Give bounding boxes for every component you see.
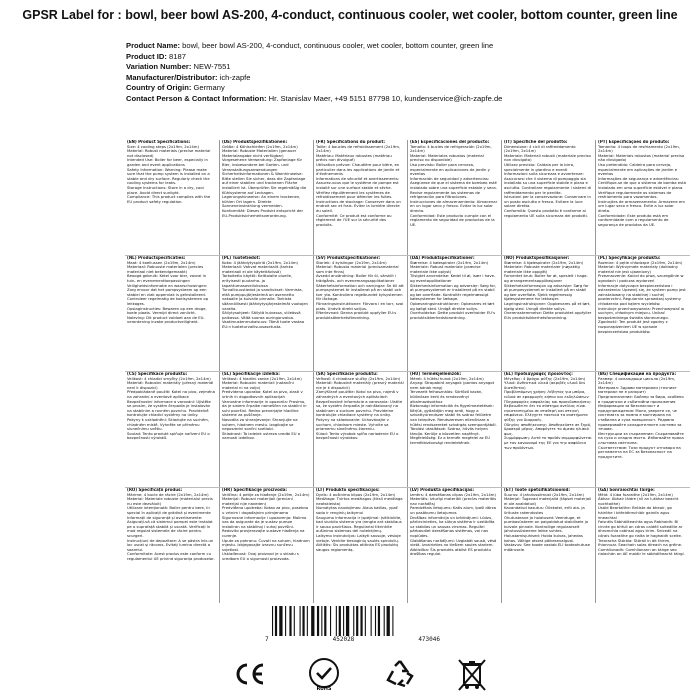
barcode-bar	[275, 606, 277, 636]
language-body: Tamaño: 4 bucles de refrigeración (2x19m, 2x14m) Material: Materiales robustos (material preciso no disponible) Uso previsto: Boiler para cerveza, especialmente en aplicaciones de jardín y eventos Información de seguridad y advertencias: Asegúrese de que el sistema de bombeo esté instalado sobre una superficie estable y seca. Revise regularmente los sistemas de refrigeración para filtraciones. Instrucciones de almacenamiento: Almacenar en un lugar seco y fresco. Evitar la luz solar directa. Conformidad: Este producto cumple con el reglamento de seguridad de productos de la UE.	[410, 143, 498, 227]
language-body: Size: 4 cooling steps (2x19m, 2x14m) Material: Robust materials (precise material not disclosed) Intended Use: Boiler for beer, especially in garden and event applications Safety Information: Warning: Please make sure that the pump system is installed on a stable and dry surface. Regularly check the cooling systems for leaks. Storage Instructions: Store in a dry, cool place. Avoid direct sunlight. Compliance: This product complies with the EU product safety regulation.	[127, 143, 211, 204]
language-heading: (NO) Produktspesifikasjoner:	[504, 256, 570, 260]
info-value: Germany	[193, 83, 225, 92]
language-body: Suurus: 4 jahutussilmust (2x19m, 2x14m) Materjal: Tugevad materjalid (täpset materjali ei ole avaldatud) Kavandatud kasutus: Õllekatel, eriti aia- ja ürituste rakendustes Ohutusteave ja hoiatused: Veenduge, et pumbasüsteem on paigaldatud stabiilsele ja kuivale pinnale. Kontrollige regulaarselt jahutussüsteeme lekke suhtes. Hoiustamisjuhised: Hoida kuivas, jahedas kohas. Vältige otsest päikesevalgust. Vastavus: See toode vastab ELi tooteohutuse määrusele.	[504, 491, 592, 552]
language-block	[219, 372, 313, 487]
language-block	[407, 372, 501, 487]
barcode-bar	[324, 606, 326, 636]
barcode-bar	[294, 606, 295, 636]
language-body: Méret: 4 hűtési hurok (2x19m, 2x14m) Anyag: Strapabíró anyagok (pontos anyagot nem adnak meg) Tervezett felhasználás: Sörfőző kazán, különösen kerti és rendezvényi alkalmazásokhoz Biztonsági információk és figyelmeztetések: Kérjük, győződjön meg arról, hogy a szivattyúrendszer stabil és száraz felületre van telepítve. Rendszeresen ellenőrizze a hűtési rendszereket szivárgás szempontjából. Tárolási utasítások: Száraz, hűvös helyen tárolja. Kerülje a közvetlen napfényt. Megfelelőség: Ez a termék megfelel az EU termékbiztonsági rendeletének.	[410, 375, 497, 445]
language-block	[595, 256, 689, 371]
barcode-bar	[317, 606, 319, 636]
language-block	[407, 488, 501, 603]
info-label: Country of Origin:	[126, 83, 192, 92]
language-row	[125, 371, 690, 487]
language-heading: (NL) Productspecificaties:	[127, 256, 186, 260]
language-heading: (FR) Spécifications du produit:	[316, 140, 386, 144]
language-body: Dimensione: 4 cicli di raffreddamento (2x19m, 2x14m) Materiale: Materiali robusti (materiale preciso non divulgato) Utilizzo previsto: Caldaia per la birra, specialmente in giardino e eventi Informazioni sulla sicurezza e avvertenze: Assicurarsi che il sistema di pompaggio sia installato su una superficie stabile e piana e asciutta. Controllare regolarmente i sistemi di raffreddamento per le perdite. Istruzioni per la conservazione: Conservare in un posto asciutto e fresco. Evitare la luce solare diretta. Conformità: Questo prodotto è conforme al regolamento UE sulla sicurezza dei prodotti.	[504, 143, 592, 218]
language-heading: (LV) Produkta specifikācijas:	[410, 488, 474, 492]
barcode-bar	[285, 606, 286, 636]
recycle-icon	[383, 656, 417, 692]
language-block	[407, 256, 501, 371]
language-heading: (RO) Specificații produs:	[127, 488, 183, 492]
language-body: Méid: 4 lúba fuaraithe (2x19m, 2x14m) Ábhar: Ábhair láidre (níl an t-ábhar beacht nochtaithe) Úsáid Beartaithe: Bróiste do bheoir, go háirithe i bhfeidhmchláir gairdín agus imeachtaí Faisnéis Sábháilteachta agus Rabhaidh: Bí cinnte go bhfuil an córas caidéil suiteáilte ar dhromchla cobhsaí agus tirim. Seiceáil na córais fuaraithe go rialta le haghaidh sceite. Treoracha Stórála: Stóráil in áit thirim, fhionnuar. Seachain solas díreach na gréine. Comhlíonadh: Comhlíonann an táirge seo rialachán an AE maidir le sábháilteacht táirgí.	[598, 491, 685, 557]
info-label: Product Name:	[126, 41, 181, 50]
language-block	[407, 140, 501, 255]
language-block	[501, 488, 595, 603]
language-heading: (DE) Produktspezifikationen:	[222, 140, 288, 144]
language-block	[501, 256, 595, 371]
info-value: bowl, beer bowl AS-200, 4-conduct, continuous cooler, wet cooler, bottom counter, green line	[182, 41, 494, 50]
language-heading: (PL) Tuotetiedot:	[222, 256, 261, 260]
language-block	[219, 256, 313, 371]
language-block	[595, 488, 689, 603]
language-heading: (IT) Specifiche del prodotto:	[504, 140, 568, 144]
language-block	[501, 372, 595, 487]
barcode-bar	[365, 606, 366, 636]
language-body: Tamanho: 4 loops de resfriamento (2x19m, 2x14m) Material: Materiais robustos (material preciso não divulgado) Uso pretendido: Caldeira para cerveja, especialmente em aplicações de jardim e eventos Informações de segurança e advertências: Certifique-se de que o sistema de bomba está instalado em uma superfície estável e plana. Verifique regularmente os sistemas de resfriamento para vazamentos. Instruções de armazenamento: Armazene em um lugar seco e fresco. Evite a luz solar direta. Conformidade: Este produto está em conformidade com o regulamento de segurança de produtos da UE.	[598, 143, 686, 227]
language-heading: (SK) Špecifikácie produktu:	[316, 372, 378, 376]
language-body: Rozmiar: 4 pętle chłodzące (2x19m, 2x14m) Materiał: Wytrzymałe materiały (dokładny materiał nie jest ujawniony) Przeznaczenie: Kocioł do piwa, szczególnie w ogrodach i podczas wydarzeń Informacje dotyczące bezpieczeństwa i ostrzeżenia: Upewnij się, że system pomp jest zainstalowany na stabilnej i suchej powierzchni. Regularnie sprawdzaj systemy chłodzenia pod kątem wycieków. Instrukcje przechowywania: Przechowywać w suchym, chłodnym miejscu. Unikać bezpośredniego światła słonecznego. Zgodność: Ten produkt jest zgodny z rozporządzeniem UE w sprawie bezpieczeństwa produktów.	[598, 259, 686, 334]
language-body: Storlek: 4 kylslingor (2x19m, 2x14m) Material: Robusta material (precisamaterial som inte finns) Avsedd användning: Boiler för öl, särskilt i trädgårds- och evenemangsapplikationer Säkerhetsinformation och varningar: Se till att pumpsystemet är installerat på en stabil och torr yta. Kontrollera regelbundet kylsystemen för läckage. Förvaringsinstruktioner: Förvara i en torr, sval plats. Undvik direkt solljus. Efterlevnad: Denna produkt uppfyller EU:s produktsäkerhetsförordning.	[316, 259, 404, 320]
ce-mark-icon	[232, 656, 266, 692]
language-heading: (DA) Produktspecifikationer:	[410, 256, 475, 260]
info-manufacturer	[126, 73, 686, 84]
language-block	[595, 140, 689, 255]
barcode-bar	[353, 606, 354, 636]
barcode-bar	[375, 606, 376, 636]
barcode-bar	[330, 606, 331, 636]
language-heading: (ES) Especificaciones del producto:	[410, 140, 490, 144]
info-product-name	[126, 41, 686, 52]
compliance-icons	[0, 650, 700, 700]
barcode-bar	[392, 606, 393, 636]
info-label: Manufacturer/Distributor:	[126, 72, 218, 82]
barcode-digit-group: 7	[265, 636, 269, 643]
language-body: Koko: 4 jäähdytyspiiriä (2x19m, 2x14m) Materiaali: Vahvat materiaalit (tarkka materiaali ei ole käytettävissä) Tarkoitettu käyttö: Keittolaite oluelle, erityisesti puutarha- ja tapahtumasovelluksissa Turvallisuustiedot ja varoitukset: Varmista, että pumppujärjestelmä on asennettu vakaalle ja kuivalle pinnalle. Tarkista säännöllisesti jäähdytysjärjestelmät vuotojen varalta. Säilytysohjeet: Säilytä kuivassa, viileässä paikassa. Vältä suoraa auringonvaloa. Vaatimustenmukaisuus: Tämä tuote vastaa EU:n tuoteturvallisuusasetusta.	[222, 259, 308, 329]
language-heading: (BG) Спецификации на продукта:	[598, 372, 677, 376]
language-block	[219, 140, 313, 255]
language-body: Dydis: 4 aušinimo kilpos (2x19m, 2x14m) Medžiaga: Tvirtos medžiagos (tiksli medžiaga neatskleista) Numatytas naudojimas: Alaus katilas, ypač sodo ir renginių taikymui Saugumo informacija ir įspėjimai: Įsitikinkite, kad siurblio sistema yra įrengta ant stabilaus ir sauso paviršiaus. Reguliariai tikrinkite aušinimo sistemas dėl nutekėjimų. Laikymo instrukcijos: Laikyti sausoje, vėsioje vietoje. Venkite tiesioginių saulės spindulių. Atitiktis: Šis produktas atitinka ES produktų saugos reglamentą.	[316, 491, 403, 552]
barcode-bar	[339, 606, 341, 636]
language-heading: (GA) Sonraíochtaí Táirge:	[598, 488, 655, 492]
language-heading: (CS) Specifikace produktu:	[127, 372, 188, 376]
barcode-bar	[300, 606, 301, 636]
language-heading: (LT) Produkto specifikacijos:	[316, 488, 380, 492]
barcode-bar	[356, 606, 358, 636]
barcode-bar	[387, 606, 390, 636]
language-heading: (EN) Product Specifications:	[127, 140, 191, 144]
language-block	[125, 488, 219, 603]
language-block	[595, 372, 689, 487]
svg-text:RoHS: RoHS	[316, 686, 332, 692]
page-title: GPSR Label for : bowl, beer bowl AS-200, 4-conduct, continuous cooler, wet cooler, bottom counter, green line	[22, 8, 678, 22]
language-heading: (PT) Especificações do produto:	[598, 140, 670, 144]
language-row	[125, 487, 690, 603]
language-body: Größe: 4 Kühlschleifen (2x19m, 2x14m) Material: Robuste Materialien (genauer Materialangabe nicht verfügbar) Vorgesehene Verwendung: Zapfanlage für Bier, insbesondere bei Garten- und Veranstaltungsanwendungen Sicherheitsinformationen & Warnhinweise: Bitte stellen Sie sicher, dass die Zapfanlage auf einer stabilen und trockenen Fläche installiert ist. Überprüfen Sie regelmäßig die Kühlsysteme auf Leckagen. Lagerungshinweise: An einem trockenen, kühlen Ort lagern. Direkte Sonneneinstrahlung vermeiden. Konformität: Dieses Produkt entspricht der EU-Produktsicherheitsverordnung.	[222, 143, 307, 218]
language-body: Veľkosť: 4 chladiace slučky (2x19m, 2x14m) Materiál: Robustné materiály (presný materiál nie je k dispozícii) Zamýšľané použitie: Kotol na pivo, najmä v záhradných a eventových aplikáciách Bezpečnostné informácie a varovania: Uistite sa, že systém čerpadla je nainštalovaný na stabilnom a suchom povrchu. Pravidelne kontrolujte chladiace systémy na úniky. Pokyny na skladovanie: Uchovávajte v suchom, chladnom mieste. Vyhnite sa priamemu slnečnému žiareniu. Súlad: Tento výrobok spĺňa nariadenie EÚ o bezpečnosti výrobkov.	[316, 375, 404, 441]
barcode-bar	[336, 606, 337, 636]
language-heading: (HR) Specifikacije proizvoda:	[222, 488, 288, 492]
language-body: Размер: 4 охлаждащи цикъла (2x19m, 2x14m) Материал: Здрави материали (точният материал не е разкрит) Предназначение: Бойлер за бира, особено в градински и събитийни приложения Информация за безопасност и предупреждения: Моля, уверете се, че системата за помпа е монтирана на стабилна и суха повърхност. Редовно проверявайте охладителните системи за течове. Инструкции за съхранение: Съхранявайте на сухо и хладно място. Избягвайте пряка слънчева светлина. Съответствие: Този продукт отговаря на регламента на ЕС за безопасност на продуктите.	[598, 375, 684, 459]
language-row	[125, 255, 690, 371]
language-block	[219, 488, 313, 603]
language-block	[125, 256, 219, 371]
barcode-digits	[265, 636, 440, 643]
barcode-bar	[307, 606, 308, 636]
barcode-bar	[384, 606, 385, 636]
language-body: Størrelse: 4 kølespiraler (2x19m, 2x14m) Materiale: Robust materiale (præcise materiale ikke oplyst) Tilsigtet anvendelse: Kedel til øl, især i have- og eventapplikationer Sikkerhedsinformation og advarsler: Sørg for, at pumpesystemet er installeret på en stabil og tør overflade. Kontrollér regelmæssigt kølesystemer for lækage. Opbevaringsinstruktioner: Opbevares et tørt og køligt sted. Undgå direkte sollys. Overholdelse: Dette produkt overholder EU's produktsikkerhedsforordning.	[410, 259, 497, 320]
language-block	[313, 256, 407, 371]
language-body: Velikost: 4 chladicí smyčky (2x19m, 2x14m) Materiál: Robustní materiály (přesný materiál není k dispozici) Předpokládané použití: Kotel na pivo, zejména na zahradní a eventové aplikace Bezpečnostní informace a varování: Ujistěte se prosím, že systém čerpadla je instalován na stabilním a rovném povrchu. Pravidelně kontrolujte chladicí systémy na úniky. Pokyny k uskladnění: Skladujte na suchém, chladném místě. Vyhněte se přímému slunečnímu světlu. Soulad: Tento produkt splňuje nařízení EU o bezpečnosti výrobků.	[127, 375, 215, 441]
language-block	[313, 488, 407, 603]
barcode	[270, 606, 435, 636]
barcode-digit-group: 473046	[418, 636, 440, 643]
info-product-id	[126, 52, 686, 63]
info-variation-number	[126, 62, 686, 73]
barcode-bar	[311, 606, 314, 636]
barcode-bar	[346, 606, 349, 636]
language-heading: (HU) Termékjellemzők:	[410, 372, 462, 376]
language-body: Veličina: 4 petlje za hlađenje (2x19m, 2x14m) Materijal: Robusni materijali (precizni materijal nije naveden) Predviđena upotreba: Kotao za pivo, posebno u vrtnim i događajnim primjenama Sigurnosne informacije i upozorenja: Molimo vas da osigurate da je sustav pumpe instaliran na stabilnoj i suhoj površini. Redovito provjeravajte sustave hlađenja na curenje. Upute za pohranu: Čuvati na suhom, hladnom mjestu. Izbjegavajte izravnu sunčevu svjetlost. Usklađenost: Ovaj proizvod je u skladu s uredbom EU o sigurnosti proizvoda.	[222, 491, 310, 561]
language-row	[125, 140, 690, 255]
weee-bin-icon	[455, 656, 489, 692]
language-grid	[125, 140, 690, 603]
rohs-icon	[307, 656, 341, 692]
language-body: Izmērs: 4 dzesēšanas cilpas (2x19m, 2x14m) Materiāls: Izturīgi materiāli (precīzs materiāls nav norādīts) Paredzētais lietojums: Katls alum, īpaši dārza un pasākumu lietojumos Drošības informācija un brīdinājumi: Lūdzu, pārliecinieties, ka sūkņa sistēma ir uzstādīta uz stabilas un sausas virsmas. Regulāri pārbaudiet dzesēšanas sistēmas, vai nav noplūdes. Glabāšanas norādījumi: Uzglabāt sausā, vēsā vietā. Izvairieties no tiešiem saules stariem. Atbilstība: Šis produkts atbilst ES produktu drošības regulai.	[410, 491, 497, 557]
barcode-bar	[279, 606, 282, 636]
barcode-bar	[289, 606, 291, 636]
language-heading: (SV) Produktspecifikationer:	[316, 256, 381, 260]
language-block	[125, 372, 219, 487]
language-block	[313, 372, 407, 487]
language-body: Størrelse: 4 kjølespiraler (2x19m, 2x14m) Materiale: Robuste materialer (nøyaktig materiale ikke oppgitt) Forventet bruk: Boiler for øl, spesielt i hage- og arrangementsapplikasjoner Sikkerhetsinformasjon og advarsler: Sørg for at pumpesystemet er installert på en stabil og tørr overflate. Sjekk regelmessig kjølesystemene for lekkasjer. Lagringsinstruksjoner: Oppbevares på et tørt, kjølig sted. Unngå direkte sollys. Overensstemmelse: Dette produktet oppfyller EUs produktsikkerhetsforordning.	[504, 259, 592, 320]
barcode-bar	[321, 606, 322, 636]
barcode-bar	[378, 606, 380, 636]
info-value: 8187	[169, 51, 186, 61]
language-block	[313, 140, 407, 255]
info-country	[126, 83, 686, 94]
barcode-bar	[302, 606, 304, 636]
language-body: Mărime: 4 bucle de răcire (2x19m, 2x14m) Material: Materiale robuste (materialul precis nu este dezvăluit) Utilizare intenționată: Boiler pentru bere, în special în aplicații de grădină și evenimente Informații de siguranță și avertismente: Asigurați-vă că sistemul pompei este instalat pe o suprafață stabilă și uscată. Verificați în mod regulat sistemele de răcire pentru scurgeri. Instrucțiuni de depozitare: A se păstra într-un loc uscat și răcoros. Evitați lumina directă a soarelui. Conformitate: Acest produs este conform cu regulamentul UE privind siguranța produselor.	[127, 491, 215, 561]
product-info	[126, 41, 686, 104]
info-value: ich-zapfe	[219, 72, 251, 82]
info-label: Variation Number:	[126, 62, 192, 71]
language-block	[501, 140, 595, 255]
language-body: Taille: 4 boucles de refroidissement (2x19m, 2x14m) Matériau: Matériaux robustes (matériau précis non divulgué) Utilisation prévue: Chaudière pour bière, en particulier dans les applications de jardin et d'événements Informations de sécurité et avertissements: Assurez-vous que le système de pompe est installé sur une surface stable et sèche. Vérifiez régulièrement les systèmes de refroidissement pour détecter les fuites. Instructions de stockage: Conserver dans un endroit sec et frais. Éviter la lumière directe du soleil. Conformité: Ce produit est conforme au règlement de l'UE sur la sécurité des produits.	[316, 143, 401, 227]
info-label: Contact Person & Contact Information:	[126, 93, 267, 103]
language-heading: (SL) Specifikacije izdelka:	[222, 372, 280, 376]
info-label: Product ID:	[126, 51, 167, 61]
barcode-bar	[360, 606, 362, 636]
language-heading: (PL) Specyfikacje produktu:	[598, 256, 661, 260]
language-body: Μέγεθος: 4 βρόχοι ψύξης (2x19m, 2x14m) Υλικό: Ανθεκτικά υλικά (ακριβές υλικό δεν διατίθεται) Προβλεπόμενη χρήση: Λέβητας για μπύρα, ειδικά σε εφαρμογές κήπου και εκδηλώσεων Πληροφορίες ασφαλείας και προειδοποιήσεις: Βεβαιωθείτε ότι το σύστημα αντλίας είναι εγκατεστημένο σε σταθερή και στεγνή επιφάνεια. Ελέγχετε τακτικά τα συστήματα ψύξης για διαρροές. Οδηγίες αποθήκευσης: Αποθηκεύστε σε ξηρό, δροσερό μέρος. Αποφύγετε το άμεσο ηλιακό φως. Συμμόρφωση: Αυτό το προϊόν συμμορφώνεται με τον κανονισμό της ΕΕ για την ασφάλεια των προϊόντων.	[504, 375, 592, 450]
barcode-bar	[272, 606, 273, 636]
barcode-bar	[343, 606, 344, 636]
barcode-digit-group: 452028	[332, 636, 355, 643]
info-value: NEW-7551	[193, 62, 231, 71]
info-value: Hr. Stanislav Maer, +49 5151 87798 10, kundenservice@ich-zapfe.de	[268, 93, 503, 103]
language-heading: (EL) Προδιαγραφές προϊόντος:	[504, 372, 573, 376]
barcode-bar	[371, 606, 372, 636]
language-heading: (ET) Toote spetsifikatsioonid:	[504, 488, 571, 492]
language-block	[125, 140, 219, 255]
info-contact	[126, 94, 686, 105]
language-body: Velikost: 4 hladilni zanke (2x19m, 2x14m) Material: Robustni materiali (natančni material ni na voljo) Predvidena uporaba: Kotel za pivo, zlasti v vrtnih in dogodkovnih aplikacijah Varnostne informacije in opozorila: Prosimo, da je sistem črpalke nameščen na stabilni in suhi površini. Redno preverjajte hladilne sisteme za puščanje. Navodila za shranjevanje: Shranjujte na suhem, hladnem mestu. Izogibajte se neposredni sončni svetlobi. Skladnost: Ta izdelek ustreza uredbi EU o varnosti izdelkov.	[222, 375, 307, 441]
language-body: Maat: 4 koellussen (2x19m, 2x14m) Materiaal: Robuuste materialen (precies materiaal niet bekendgemaakt) Beoogd gebruik: Ketel voor bier, vooral in tuin- en evenementtoepassingen Veiligheidsinformatie en waarschuwingen: Zorg ervoor dat het pompsysteem op een stabiel en vlak oppervlak is geïnstalleerd. Controleer regelmatig de koelsystemen op lekkages. Opslaginstructies: Bewaren op een droge, koele plaats. Vermijd direct zonlicht. Naleving: Dit product voldoet aan de EU-verordening inzake productveiligheid.	[127, 259, 209, 325]
